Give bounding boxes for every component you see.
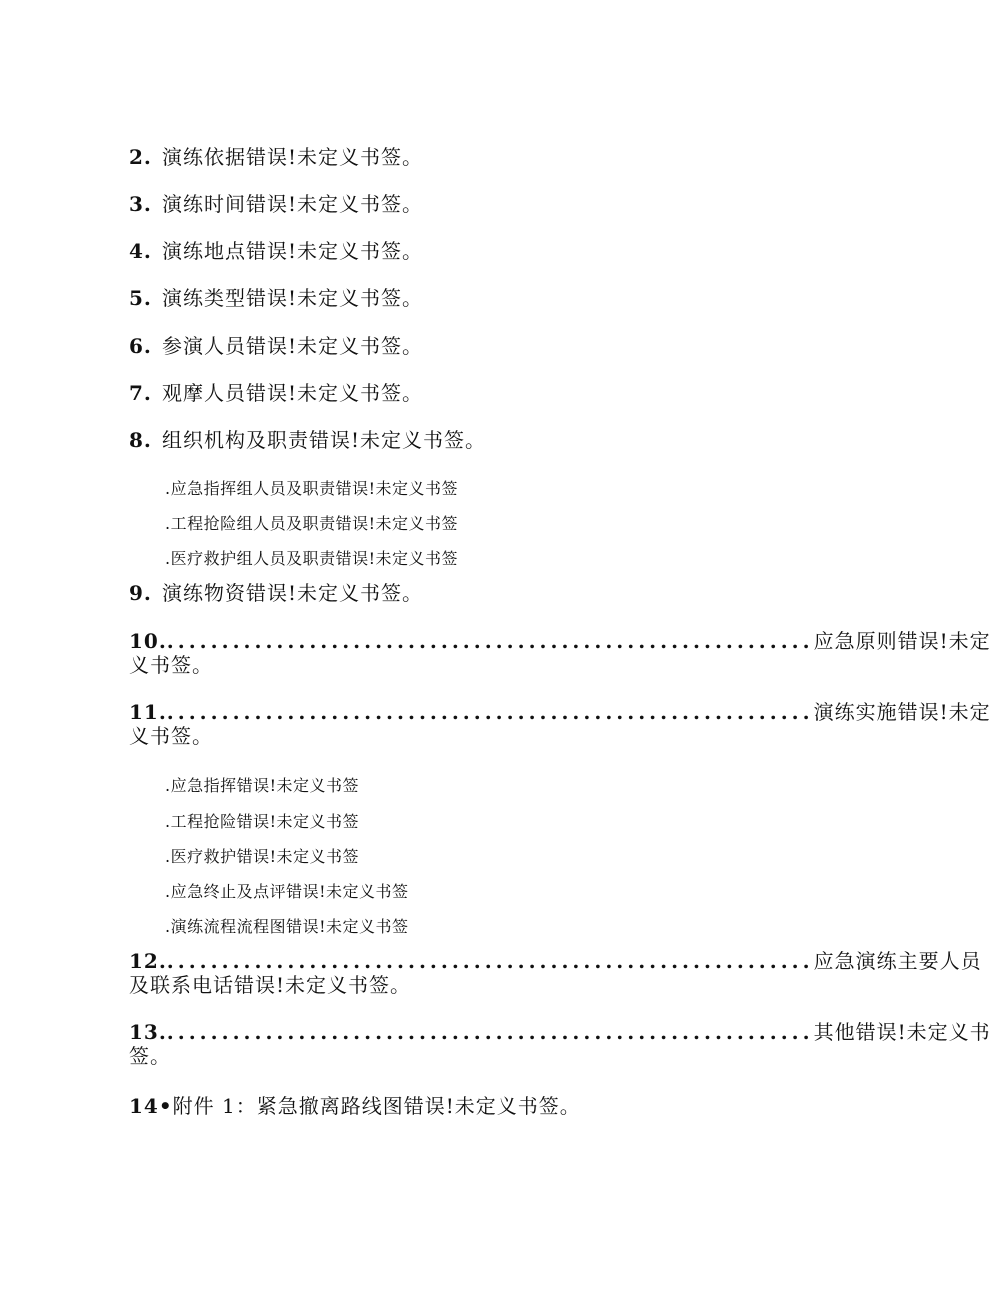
toc-item-text: 应急原则错误!未定 xyxy=(813,629,991,653)
toc-item-text: 演练依据错误!未定义书签。 xyxy=(162,145,424,169)
toc-item-text: 参演人员错误!未定义书签。 xyxy=(162,334,424,358)
toc-leader-dots: ........................................................... xyxy=(166,629,814,653)
toc-item-10 xyxy=(129,629,991,677)
toc-item-11 xyxy=(129,700,991,748)
toc-subitem: .医疗救护错误!未定义书签 xyxy=(165,847,360,866)
toc-item-number: 4. xyxy=(129,239,152,263)
toc-item-text: 演练时间错误!未定义书签。 xyxy=(162,192,424,216)
toc-item-number: 8. xyxy=(129,428,152,452)
toc-item-7 xyxy=(129,381,423,405)
toc-item-14 xyxy=(129,1094,581,1118)
toc-item-number: 10. xyxy=(129,629,167,653)
toc-item-text-continued: 义书签。 xyxy=(129,653,213,677)
toc-subitem: .医疗救护组人员及职责错误!未定义书签 xyxy=(165,549,459,568)
toc-item-12 xyxy=(129,949,982,997)
toc-leader-dots: ........................................................... xyxy=(166,700,814,724)
toc-item-2 xyxy=(129,145,423,169)
toc-subitem: .工程抢险错误!未定义书签 xyxy=(165,812,360,831)
toc-item-number: 2. xyxy=(129,145,152,169)
toc-subitem: .应急终止及点评错误!未定义书签 xyxy=(165,882,409,901)
toc-item-text: 演练物资错误!未定义书签。 xyxy=(162,581,424,605)
toc-leader-dots: ........................................................... xyxy=(166,949,814,973)
toc-item-text-continued: 签。 xyxy=(129,1044,171,1068)
toc-item-number: 9. xyxy=(129,581,152,605)
toc-item-text: 其他错误!未定义书 xyxy=(813,1020,991,1044)
toc-item-13 xyxy=(129,1020,991,1068)
toc-subitem: .演练流程流程图错误!未定义书签 xyxy=(165,917,409,936)
toc-item-number: 3. xyxy=(129,192,152,216)
toc-item-number: 7. xyxy=(129,381,152,405)
toc-item-number: 11. xyxy=(129,700,167,724)
toc-item-number: 12. xyxy=(129,949,167,973)
toc-subitem: .应急指挥组人员及职责错误!未定义书签 xyxy=(165,479,459,498)
toc-item-8 xyxy=(129,428,486,452)
toc-item-text: 演练地点错误!未定义书签。 xyxy=(162,239,424,263)
toc-item-text: 演练实施错误!未定 xyxy=(813,700,991,724)
toc-item-4 xyxy=(129,239,423,263)
toc-item-text: 观摩人员错误!未定义书签。 xyxy=(162,381,424,405)
toc-item-text-continued: 及联系电话错误!未定义书签。 xyxy=(129,973,412,997)
toc-item-number: 14• xyxy=(129,1094,173,1118)
toc-item-number: 13. xyxy=(129,1020,167,1044)
toc-item-9 xyxy=(129,581,423,605)
toc-subitem: .应急指挥错误!未定义书签 xyxy=(165,776,360,795)
toc-item-number: 6. xyxy=(129,334,152,358)
toc-item-5 xyxy=(129,286,423,310)
toc-item-text: 组织机构及职责错误!未定义书签。 xyxy=(162,428,487,452)
toc-item-3 xyxy=(129,192,423,216)
toc-item-text: 演练类型错误!未定义书签。 xyxy=(162,286,424,310)
toc-leader-dots: ........................................................... xyxy=(166,1020,814,1044)
toc-item-text: 应急演练主要人员 xyxy=(813,949,982,973)
toc-item-6 xyxy=(129,334,423,358)
toc-item-text-continued: 义书签。 xyxy=(129,724,213,748)
toc-item-number: 5. xyxy=(129,286,152,310)
toc-subitem: .工程抢险组人员及职责错误!未定义书签 xyxy=(165,514,459,533)
toc-item-text: 附件 1：紧急撤离路线图错误!未定义书签。 xyxy=(172,1094,581,1118)
